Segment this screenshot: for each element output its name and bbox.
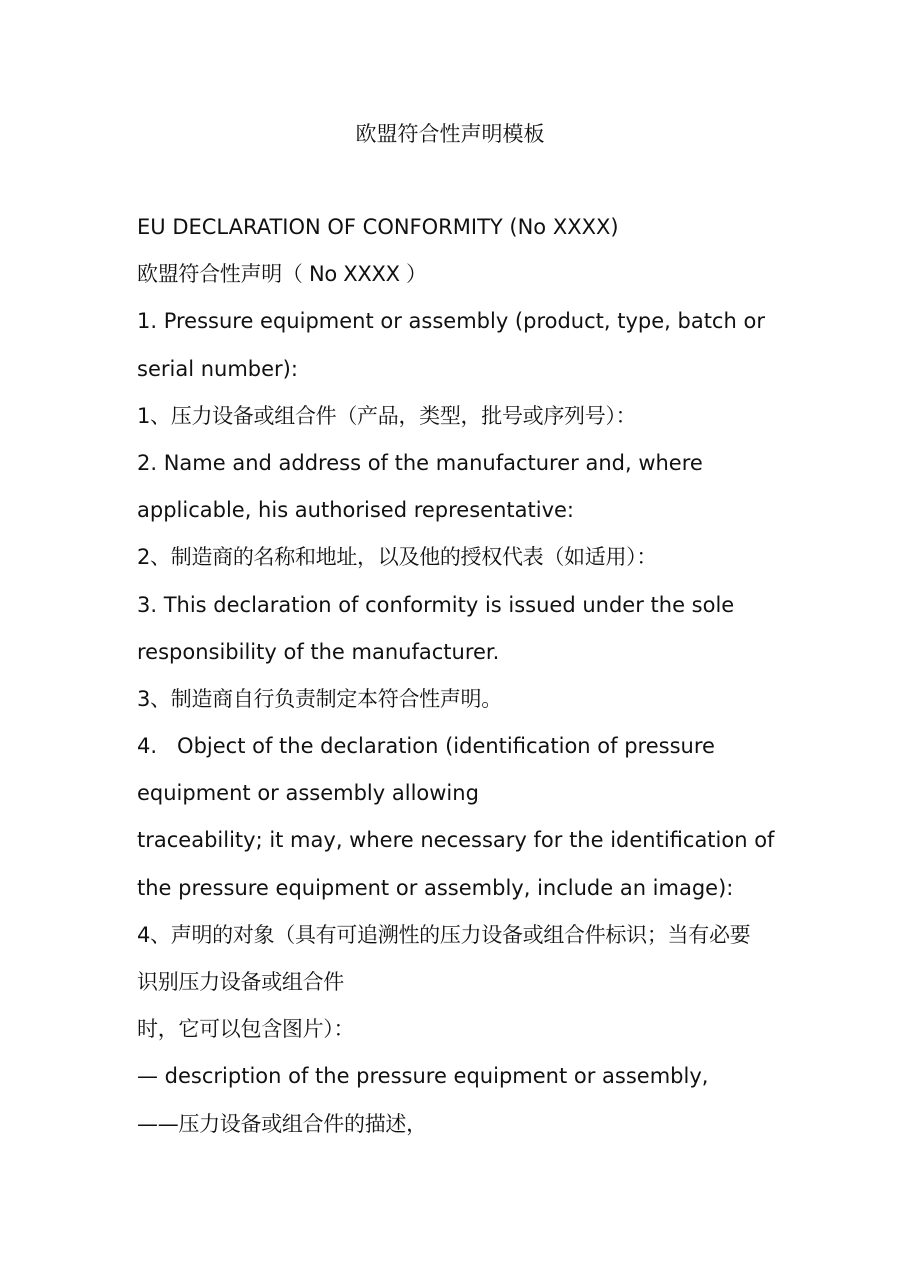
item-2-en-line-1: 2. Name and address of the manufacturer and, where — [137, 450, 703, 475]
item-4-zh-line-3: 时，它可以包含图片）： — [137, 1017, 355, 1042]
declaration-heading-zh: 欧盟符合性声明（ No XXXX ） — [137, 262, 427, 287]
item-1-zh: 1、压力设备或组合件（产品，类型，批号或序列号）： — [137, 403, 637, 428]
item-4-zh-line-2: 识别压力设备或组合件 — [137, 970, 344, 994]
item-4-en-line-2: equipment or assembly allowing — [137, 781, 479, 806]
item-1-en-line-2: serial number): — [137, 356, 298, 381]
document-body — [137, 204, 797, 1148]
item-2-zh: 2、制造商的名称和地址，以及他的授权代表（如适用）： — [137, 545, 658, 570]
description-item-en: — description of the pressure equipment or assembly, — [137, 1064, 709, 1089]
item-3-en-line-1: 3. This declaration of conformity is issued under the sole — [137, 592, 735, 617]
declaration-heading-en: EU DECLARATION OF CONFORMITY (No XXXX) — [137, 215, 619, 239]
item-4-zh-line-1: 4、声明的对象（具有可追溯性的压力设备或组合件标识；当有必要 — [137, 922, 751, 947]
item-3-zh: 3、制造商自行负责制定本符合性声明。 — [137, 686, 502, 711]
item-2-en-line-2: applicable, his authorised representative: — [137, 498, 574, 523]
item-4-en-line-1: 4. Object of the declaration (identification of pressure — [137, 734, 715, 759]
item-1-en-line-1: 1. Pressure equipment or assembly (product, type, batch or — [137, 309, 765, 334]
document-title: 欧盟符合性声明模板 — [355, 122, 545, 146]
description-item-zh: ——压力设备或组合件的描述， — [137, 1111, 427, 1136]
item-3-en-line-2: responsibility of the manufacturer. — [137, 639, 500, 664]
item-4-en-line-3: traceability; it may, where necessary for the identification of — [137, 828, 775, 853]
item-4-en-line-4: the pressure equipment or assembly, include an image): — [137, 875, 734, 900]
